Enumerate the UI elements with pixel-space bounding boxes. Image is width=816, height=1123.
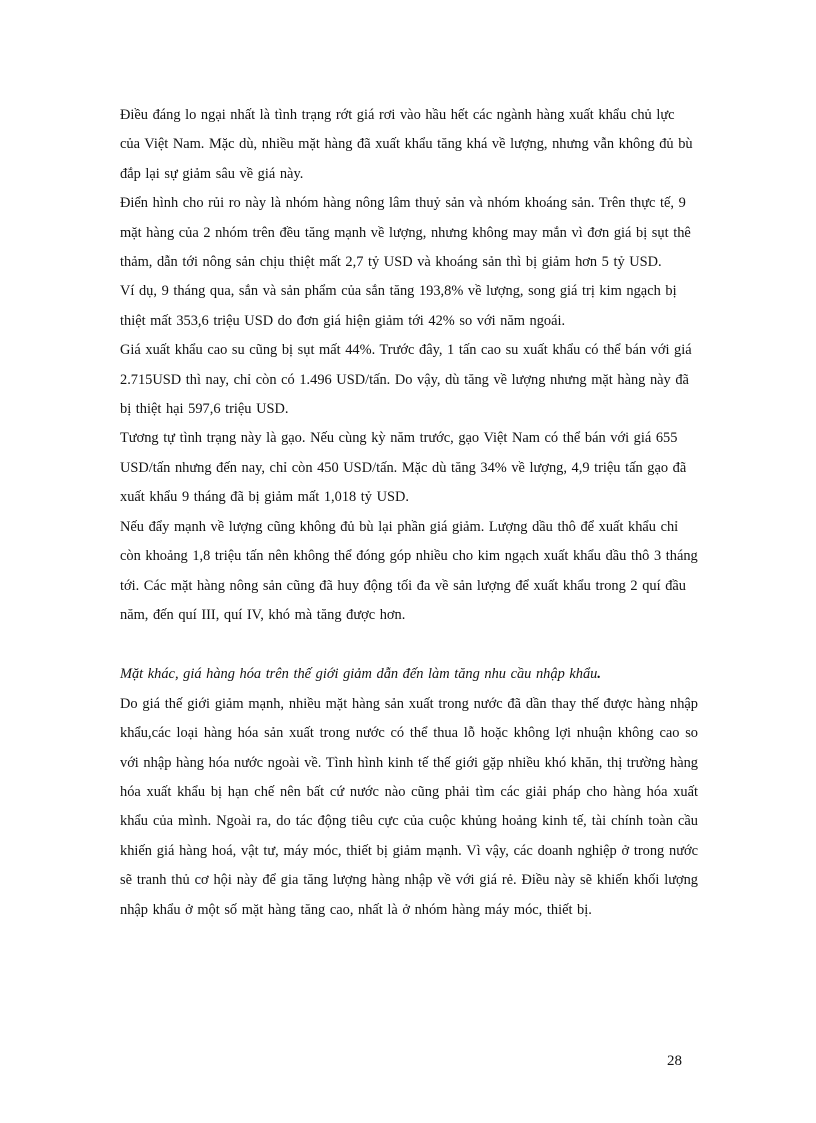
section-gap xyxy=(120,630,698,660)
section-heading-period: . xyxy=(597,666,601,683)
paragraph-cassava: Ví dụ, 9 tháng qua, sắn và sản phẩm của sắn tăng 193,8% về lượng, song giá trị kim ngạch bị thiệt mất 353,6 triệu USD do đơn giá hiện giảm tới 42% so với năm ngoái. xyxy=(120,283,677,329)
section-heading xyxy=(120,660,698,689)
paragraph-agri-mineral: Điển hình cho rủi ro này là nhóm hàng nông lâm thuỷ sản và nhóm khoáng sản. Trên thực tế, 9 mặt hàng của 2 nhóm trên đều tăng mạnh về lượng, nhưng không may mắn vì đơn giá bị sụt thê thảm, dẫn tới nông sản chịu thiệt mất 2,7 tỷ USD và khoáng sản thì bị giảm hơn 5 tỷ USD. xyxy=(120,195,691,271)
paragraph-rice: Tương tự tình trạng này là gạo. Nếu cùng kỳ năm trước, gạo Việt Nam có thể bán với giá 655 USD/tấn nhưng đến nay, chỉ còn 450 USD/tấn. Mặc dù tăng 34% về lượng, 4,9 triệu tấn gạo đã xuất khẩu 9 tháng đã bị giảm mất 1,018 tỷ USD. xyxy=(120,430,687,506)
page-number: 28 xyxy=(667,1053,682,1069)
body-text xyxy=(120,101,698,925)
paragraph-import-demand: Do giá thế giới giảm mạnh, nhiều mặt hàng sản xuất trong nước đã dần thay thế được hàng nhập khẩu,các loại hàng hóa sản xuất trong nước có thể thua lỗ hoặc không lợi nhuận không cao so với nhập hàng hóa nước ngoài về. Tình hình kinh tế thế giới gặp nhiều khó khăn, thị trường hàng hóa xuất khẩu bị hạn chế nên bất cứ nước nào cũng phải tìm các giải pháp cho hàng hóa xuất khẩu của mình. Ngoài ra, do tác động tiêu cực của cuộc khủng hoảng kinh tế, tài chính toàn cầu khiến giá hàng hoá, vật tư, máy móc, thiết bị giảm mạnh. Vì vậy, các doanh nghiệp ở trong nước sẽ tranh thủ cơ hội này để gia tăng lượng hàng nhập về với giá rẻ. Điều này sẽ khiến khối lượng nhập khẩu ở một số mặt hàng tăng cao, nhất là ở nhóm hàng máy móc, thiết bị. xyxy=(120,695,698,918)
paragraph-price-drop: Điều đáng lo ngại nhất là tình trạng rớt giá rơi vào hầu hết các ngành hàng xuất khẩu chủ lực của Việt Nam. Mặc dù, nhiều mặt hàng đã xuất khẩu tăng khá về lượng, nhưng vẫn không đủ bù đắp lại sự giảm sâu về giá này. xyxy=(120,107,693,182)
paragraph-rubber: Giá xuất khẩu cao su cũng bị sụt mất 44%. Trước đây, 1 tấn cao su xuất khẩu có thể bán với giá 2.715USD thì nay, chỉ còn có 1.496 USD/tấn. Do vậy, dù tăng về lượng nhưng mặt hàng này đã bị thiệt hại 597,6 triệu USD. xyxy=(120,342,692,418)
paragraph-crude-oil: Nếu đẩy mạnh về lượng cũng không đủ bù lại phần giá giảm. Lượng dầu thô để xuất khẩu chỉ còn khoảng 1,8 triệu tấn nên không thể đóng góp nhiều cho kim ngạch xuất khẩu dầu thô 3 tháng tới. Các mặt hàng nông sản cũng đã huy động tối đa về sản lượng để xuất khẩu trong 2 quí đầu năm, đến quí III, quí IV, khó mà tăng được hơn. xyxy=(120,518,698,623)
section-heading-text: Mặt khác, giá hàng hóa trên thế giới giảm dẫn đến làm tăng nhu cầu nhập khẩu xyxy=(120,666,598,683)
